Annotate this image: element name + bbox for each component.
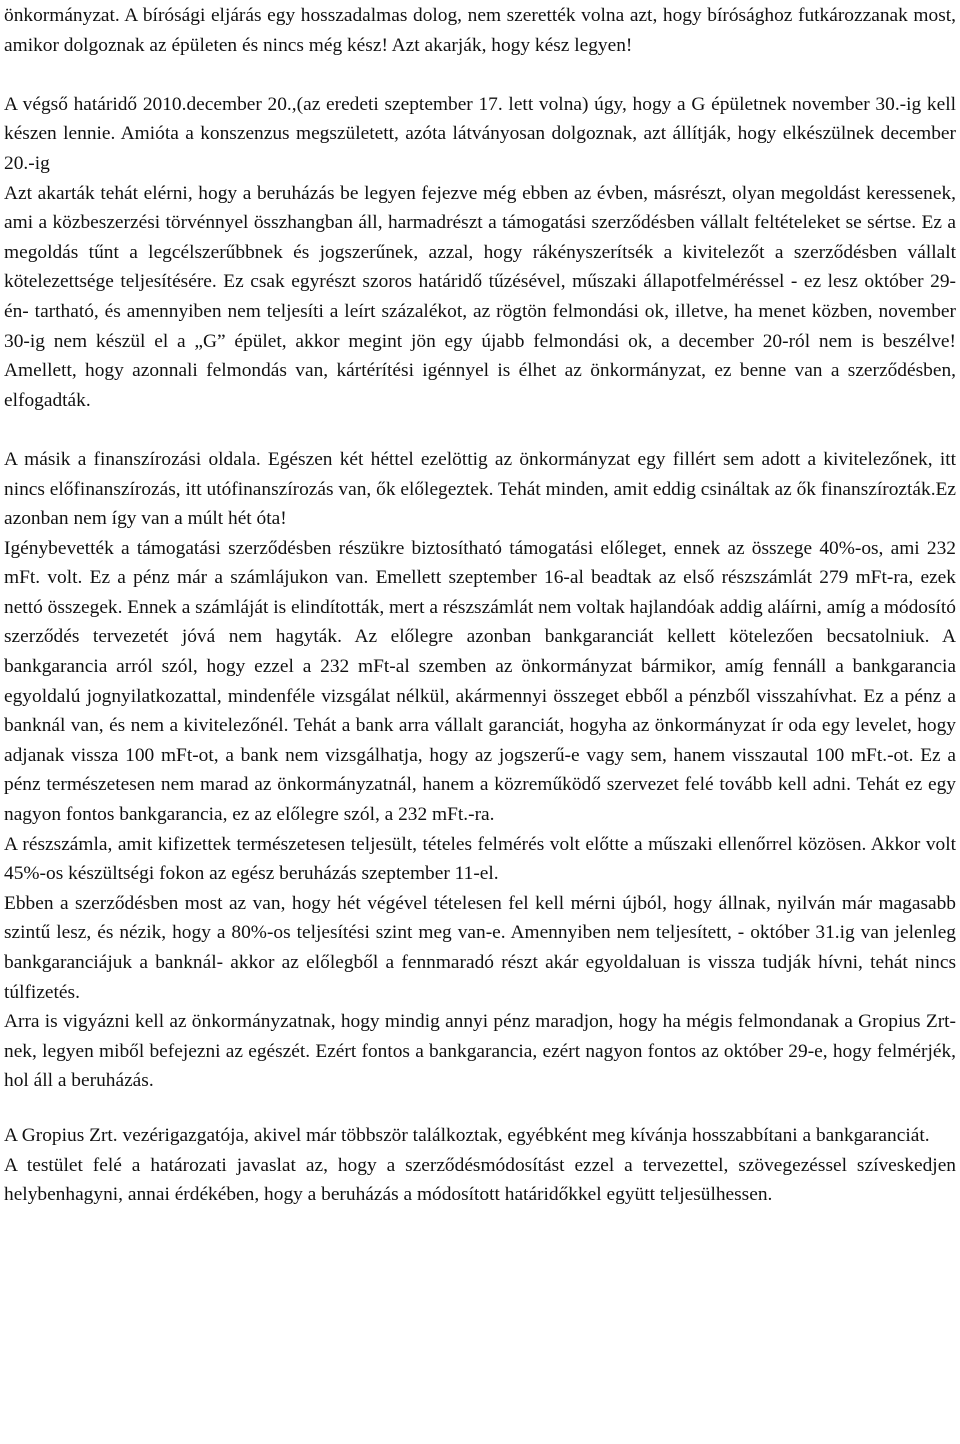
- paragraph-caution: Arra is vigyázni kell az önkormányzatnak, hogy mindig annyi pénz maradjon, hogy ha mégis felmondanak a Gropius Zrt-nek, legyen miből befejezni az egészét. Ezért fontos a bankgarancia, ezért nagyon fontos az október 29-e, hogy felmérjék, hol áll a beruházás.: [4, 1011, 956, 1092]
- paragraph-gropius: A Gropius Zrt. vezérigazgatója, akivel már többször találkoztak, egyébként meg kívánja hosszabbítani a bankgaranciát.: [4, 1124, 930, 1146]
- paragraph-partial-invoice: A részszámla, amit kifizettek természetesen teljesült, tételes felmérés volt előtte a műszaki ellenőrrel közösen. Akkor volt 45%-os készültségi fokon az egész beruházás szeptember 11-el.: [4, 833, 956, 885]
- paragraph-spacer: [4, 1096, 956, 1121]
- paragraph-contract-terms: Ebben a szerződésben most az van, hogy hét végével tételesen fel kell mérni újból, hogy állnak, nyilván már magasabb szintű lesz, és nézik, hogy a 80%-os teljesítési szint meg van-e. Amennyiben nem teljesített, - október 31.ig van jelenleg bankgaranciájuk a banknál- akkor az előlegből a fennmaradó részt akár egyoldaluan is vissza tudják hívni, tehát nincs túlfizetés.: [4, 892, 956, 1003]
- paragraph-spacer: [4, 60, 956, 90]
- paragraph-deadline: A végső határidő 2010.december 20.,(az eredeti szeptember 17. lett volna) úgy, hogy a G épületnek november 30.-ig kell készen lennie. Amióta a konszenzus megszületett, azóta látványosan dolgoznak, azt állítják, hogy elkészülnek december 20.-ig: [4, 93, 956, 174]
- paragraph-bank-guarantee: Igénybevették a támogatási szerződésben részükre biztosítható támogatási előleget, ennek az összege 40%-os, ami 232 mFt. volt. Ez a pénz már a számlájukon van. Emellett szeptember 16-al beadtak az első részszámlát 279 mFt-ra, ezek nettó összegek. Ennek a számláját is elindították, mert a részszámlát nem voltak hajlandóak addig aláírni, amíg a módosító szerződés tervezetét jóvá nem hagyták. Az előlegre azonban bankgaranciát kellett kötelezően becsatolniuk. A bankgarancia arról szól, hogy ezzel a 232 mFt-al szemben az önkormányzat bármikor, amíg fennáll a bankgarancia egyoldalú jognyilatkozattal, mindenféle vizsgálat nélkül, akármennyi összeget ebből a pénzből visszahívhat. Ez a pénz a banknál van, és nem a kivitelezőnél. Tehát a bank arra vállalt garanciát, hogyha az önkormányzat ír oda egy levelet, hogy adjanak vissza 100 mFt-ot, a bank nem vizsgálhatja, hogy az jogszerű-e vagy sem, hanem visszautal 100 mFt.-ot. Ez a pénz természetesen nem marad az önkormányzatnál, hanem a közreműködő szervezet felé tovább kell adni. Tehát ez egy nagyon fontos bankgarancia, ez az előlegre szól, a 232 mFt.-ra.: [4, 537, 957, 826]
- paragraph-financing: A másik a finanszírozási oldala. Egészen két héttel ezelöttig az önkormányzat egy fillért sem adott a kivitelezőnek, itt nincs előfinanszírozás, itt utófinanszírozás van, ők előlegeztek. Tehát minden, amit eddig csináltak az ők finanszírozták.Ez azonban nem így van a múlt hét óta!: [4, 448, 956, 530]
- paragraph-goals: Azt akarták tehát elérni, hogy a beruházás be legyen fejezve még ebben az évben, másrészt, olyan megoldást keressenek, ami a közbeszerzési törvénnyel összhangban áll, harmadrészt a támogatási szerződésben vállalt feltételeket se sértse. Ez a megoldás tűnt a legcélszerűbbnek és jogszerűnek, azzal, hogy rákényszerítsék a kivitelezőt a szerződésben vállalt kötelezettsége teljesítésére. Ez csak egyrészt szoros határidő tűzésével, műszaki állapotfelméréssel - ez lesz október 29-én- tartható, és amennyiben nem teljesíti a leírt százalékot, az rögtön felmondási ok, illetve, ha menet közben, november 30-ig nem készül el a „G” épület, akkor megint jön egy újabb felmondási ok, a december 20-ról nem is beszélve! Amellett, hogy azonnali felmondás van, kártérítési igénnyel is élhet az önkormányzat, ez benne van a szerződésben, elfogadták.: [4, 182, 956, 411]
- paragraph-spacer: [4, 415, 956, 445]
- paragraph-proposal: A testület felé a határozati javaslat az, hogy a szerződésmódosítást ezzel a tervezettel, szövegezéssel szíveskedjen helybenhagyni, annai érdékében, hogy a beruházás a módosított határidőkkel együtt teljesülhessen.: [4, 1154, 956, 1206]
- paragraph-intro: önkormányzat. A bírósági eljárás egy hosszadalmas dolog, nem szerették volna azt, hogy bírósághoz futkározzanak most, amikor dolgoznak az épületen és nincs még kész! Azt akarják, hogy kész legyen!: [4, 5, 956, 56]
